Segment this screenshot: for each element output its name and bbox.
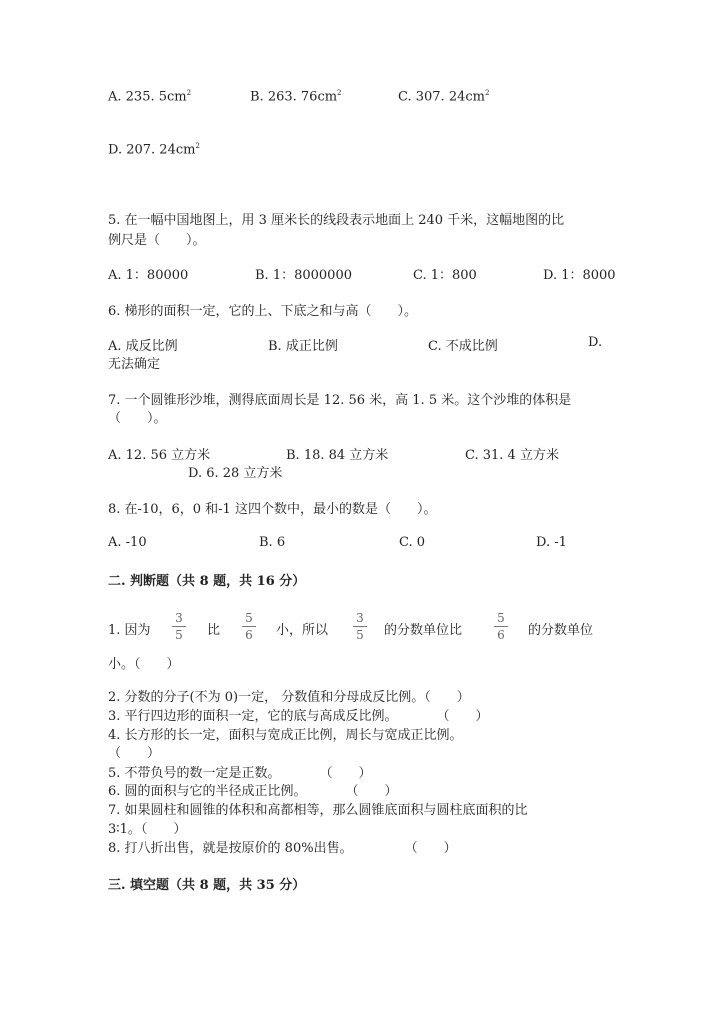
q5-option-c: C. 1：800 [413, 268, 477, 283]
q7-option-c: C. 31. 4 立方米 [465, 448, 559, 463]
q5-stem-line2: 例尺是（ ）。 [108, 233, 206, 248]
fraction-5-6-a: 5 6 [242, 612, 256, 641]
q8-option-b: B. 6 [259, 535, 286, 550]
s2-item7-cont: 3∶1。（ ） [108, 822, 187, 837]
q8-option-a: A. -10 [108, 535, 147, 550]
q6-option-c: C. 不成比例 [428, 339, 498, 354]
q6-stem: 6. 梯形的面积一定，它的上、下底之和与高（ ）。 [108, 304, 418, 319]
q7-stem-line2: （ ）。 [108, 411, 167, 426]
q6-option-d: D. [588, 335, 603, 350]
q5-option-b: B. 1：8000000 [255, 268, 352, 283]
q7-stem-line1: 7. 一个圆锥形沙堆，测得底面周长是 12. 56 米，高 1. 5 米。这个沙堆的体积是 [108, 393, 572, 408]
fraction-3-5-a: 3 5 [172, 612, 186, 641]
q4-option-a: A. 235. $5cm^2$ [108, 89, 192, 105]
q4-option-c: C. 307. $24cm^2$ [398, 89, 490, 105]
q8-option-d: D. -1 [536, 535, 567, 550]
s2-item4-cont: （ ） [108, 746, 161, 761]
s2-item1-part3: 小，所以 [276, 623, 329, 638]
s2-item2: 2. 分数的分子(不为 0)一定， 分数值和分母成反比例。（ ） [108, 690, 470, 705]
s2-item3: 3. 平行四边形的面积一定，它的底与高成反比例。 （ ） [108, 709, 489, 724]
fraction-3-5-b: 3 5 [353, 612, 367, 641]
s2-item1-cont: 小。（ ） [108, 657, 180, 672]
q7-option-d: D. 6. 28 立方米 [188, 466, 283, 481]
s2-item1-part4: 的分数单位比 [384, 623, 463, 638]
q8-option-c: C. 0 [399, 535, 426, 550]
section2-title: 二. 判断题（共 8 题，共 16 分） [108, 574, 306, 589]
s2-item4: 4. 长方形的长一定，面积与宽成正比例，周长与宽成正比例。 [108, 728, 463, 743]
s2-item1-part1: 1. 因为 [108, 623, 151, 638]
q4-option-b: B. 263. $76cm^2$ [250, 89, 342, 105]
q7-option-a: A. 12. 56 立方米 [108, 448, 211, 463]
q4-option-d: D. 207. $24cm^2$ [108, 142, 200, 158]
q6-option-b: B. 成正比例 [268, 339, 338, 354]
q7-option-b: B. 18. 84 立方米 [286, 448, 389, 463]
q6-option-a: A. 成反比例 [108, 339, 178, 354]
s2-item5: 5. 不带负号的数一定是正数。 （ ） [108, 766, 372, 781]
s2-item7: 7. 如果圆柱和圆锥的体积和高都相等，那么圆锥底面积与圆柱底面积的比 [108, 803, 528, 818]
q6-option-d-text: 无法确定 [108, 357, 161, 372]
section3-title: 三. 填空题（共 8 题，共 35 分） [108, 878, 306, 893]
q5-option-d: D. 1：8000 [543, 268, 616, 283]
s2-item1-part5: 的分数单位 [528, 623, 594, 638]
s2-item8: 8. 打八折出售，就是按原价的 80%出售。 （ ） [108, 841, 457, 856]
q5-option-a: A. 1：80000 [108, 268, 189, 283]
q8-stem: 8. 在-10，6，0 和-1 这四个数中，最小的数是（ ）。 [108, 502, 437, 517]
fraction-5-6-b: 5 6 [494, 612, 508, 641]
s2-item1-part2: 比 [207, 623, 221, 638]
s2-item6: 6. 圆的面积与它的半径成正比例。 （ ） [108, 784, 398, 799]
q5-stem-line1: 5. 在一幅中国地图上，用 3 厘米长的线段表示地面上 240 千米，这幅地图的比 [108, 213, 565, 228]
